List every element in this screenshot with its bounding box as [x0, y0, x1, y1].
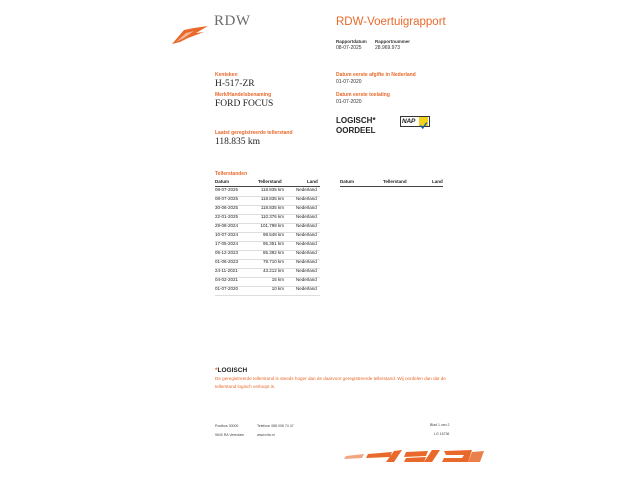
brand-label: Merk/Handelsbenaming — [215, 92, 272, 98]
brand-value: FORD FOCUS — [215, 99, 274, 109]
note-text: De geregistreerde tellerstand is steeds hoger dan de daarvoor geregistreerde tellerstand. Wij oordelen dan dat de tellerstand logisch verloopt is. — [215, 376, 446, 389]
note-title-text: LOGISCH — [217, 367, 248, 374]
row-land: Nederland — [296, 241, 317, 246]
row-date: 05-12-2023 — [215, 250, 239, 255]
row-date: 01-07-2020 — [215, 286, 239, 291]
row-date: 29-08-2024 — [215, 223, 239, 228]
rdw-logo-icon — [170, 24, 210, 46]
verdict-line2: OORDEEL — [336, 126, 376, 135]
row-date: 08-07-2025 — [215, 187, 239, 192]
report-title: RDW-Voertuigrapport — [336, 16, 446, 28]
row-date: 04-02-2021 — [215, 277, 239, 282]
row-land: Nederland — [296, 187, 317, 192]
asterisk: * — [215, 367, 218, 374]
brand-name: RDW — [214, 13, 251, 29]
first-admission-label: Datum eerste afgifte in Nederland — [336, 72, 416, 78]
row-date: 08-07-2025 — [215, 196, 239, 201]
table-row — [215, 214, 320, 223]
row-date: 01-06-2023 — [215, 259, 239, 264]
odo-label: Laatst geregistreerde tellerstand — [215, 130, 293, 136]
table-row — [215, 259, 320, 268]
footer-page: Blad 1 van 2 — [430, 423, 450, 427]
row-date: 22-01-2025 — [215, 214, 239, 219]
table-row — [215, 277, 320, 286]
row-land: Nederland — [296, 214, 317, 219]
verdict — [336, 116, 376, 136]
col-km-header-right: Tellerstand — [383, 179, 407, 184]
table-row — [215, 232, 320, 241]
col-km-header: Tellerstand — [258, 179, 282, 184]
row-date: 30-06-2025 — [215, 205, 239, 210]
row-land: Nederland — [296, 223, 317, 228]
footer-postbus: Postbus 30000 — [215, 424, 239, 428]
row-km: 118.835 km — [260, 187, 284, 192]
col-land-header-right: Land — [432, 179, 443, 184]
footer-city: 9640 RA Veendam — [215, 433, 245, 437]
row-land: Nederland — [296, 250, 317, 255]
row-land: Nederland — [296, 268, 317, 273]
footer-phone: Telefoon 088 008 74 47 — [257, 424, 294, 428]
report-number-label: Rapportnummer — [375, 39, 411, 44]
table-row — [215, 205, 320, 214]
row-date: 10-07-2024 — [215, 232, 239, 237]
note-title — [215, 367, 247, 374]
table-row — [215, 196, 320, 205]
table-row — [215, 250, 320, 259]
row-land: Nederland — [296, 196, 317, 201]
row-date: 17-05-2024 — [215, 241, 239, 246]
odo-value: 118.835 km — [215, 137, 261, 147]
row-km: 85.392 km — [262, 250, 284, 255]
row-km: 95.351 km — [262, 241, 284, 246]
report-date-label: Rapportdatum — [336, 39, 367, 44]
row-date: 24-11-2021 — [215, 268, 238, 273]
row-km: 10 km — [271, 286, 284, 291]
nap-label: NAP — [402, 118, 416, 125]
table-row — [215, 268, 320, 277]
plate-value: H-517-ZR — [215, 79, 255, 89]
rdw-footer-stripes-icon — [344, 448, 484, 464]
row-km: 110.376 km — [260, 214, 284, 219]
verdict-line1: LOGISCH* — [336, 116, 376, 125]
first-registration-label: Datum eerste toelating — [336, 92, 390, 98]
report-number: 28.969.973 — [375, 45, 401, 51]
col-land-header: Land — [307, 179, 318, 184]
col-date-header-right: Datum — [340, 179, 355, 184]
row-land: Nederland — [296, 277, 317, 282]
table-section-label: Tellerstanden — [215, 171, 248, 177]
footer-web[interactable]: www.rdw.nl — [257, 433, 275, 437]
row-km: 15 km — [271, 277, 284, 282]
table-row — [215, 241, 320, 250]
first-admission-value: 01-07-2020 — [336, 79, 362, 85]
table-row — [215, 223, 320, 232]
table-row — [215, 286, 320, 295]
nap-badge — [400, 116, 430, 127]
report-date: 08-07-2025 — [336, 45, 362, 51]
col-date-header: Datum — [215, 179, 230, 184]
table-row — [215, 187, 320, 196]
row-km: 78.710 km — [262, 259, 284, 264]
row-km: 43.212 km — [262, 268, 284, 273]
row-km: 118.835 km — [260, 196, 284, 201]
row-land: Nederland — [296, 205, 317, 210]
row-km: 118.835 km — [260, 205, 284, 210]
row-km: 101.798 km — [260, 223, 284, 228]
row-land: Nederland — [296, 232, 317, 237]
footer-code: LG 16736 — [434, 432, 450, 436]
row-land: Nederland — [296, 259, 317, 264]
checkmark-icon — [419, 117, 428, 126]
row-land: Nederland — [296, 286, 317, 291]
first-registration-value: 01-07-2020 — [336, 99, 362, 105]
table-header-divider-right — [340, 186, 443, 187]
plate-label: Kenteken — [215, 72, 238, 78]
row-km: 98.548 km — [262, 232, 284, 237]
